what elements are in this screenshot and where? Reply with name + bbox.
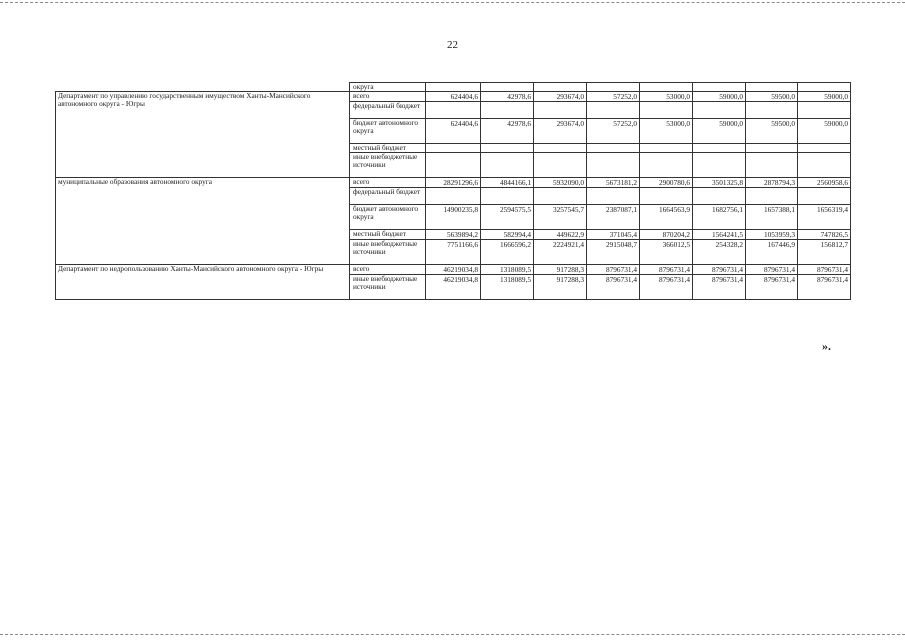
value-cell: 2878794,3 xyxy=(746,177,798,187)
value-cell: 59000,0 xyxy=(693,92,746,102)
value-cell xyxy=(534,101,587,118)
value-cell xyxy=(426,143,481,152)
value-cell: 8796731,4 xyxy=(693,274,746,299)
value-cell: 1564241,5 xyxy=(693,229,746,239)
value-cell: 8796731,4 xyxy=(693,264,746,274)
source-cell: всего xyxy=(350,264,426,274)
value-cell xyxy=(587,187,640,204)
value-cell: 59500,0 xyxy=(746,118,798,143)
department-name: муниципальные образования автономного округа xyxy=(56,177,350,264)
value-cell: 2594575,5 xyxy=(481,204,534,229)
department-name: Департамент по недропользованию Ханты-Мансийского автономного округа - Югры xyxy=(56,264,350,299)
value-cell: 2224921,4 xyxy=(534,239,587,264)
value-cell: 1666596,2 xyxy=(481,239,534,264)
value-cell: 4844166,1 xyxy=(481,177,534,187)
value-cell xyxy=(534,143,587,152)
value-cell xyxy=(693,143,746,152)
budget-table-body xyxy=(56,83,851,300)
value-cell: 366012,5 xyxy=(640,239,693,264)
value-cell: 57252,0 xyxy=(587,118,640,143)
value-cell xyxy=(746,101,798,118)
value-cell: 156812,7 xyxy=(798,239,851,264)
value-cell xyxy=(693,152,746,177)
value-cell xyxy=(640,152,693,177)
value-cell: 14900235,8 xyxy=(426,204,481,229)
value-cell: 624404,6 xyxy=(426,92,481,102)
value-cell xyxy=(746,83,798,92)
value-cell: 293674,0 xyxy=(534,118,587,143)
source-cell: округа xyxy=(350,83,426,92)
value-cell: 8796731,4 xyxy=(798,274,851,299)
value-cell: 1053959,3 xyxy=(746,229,798,239)
value-cell xyxy=(426,187,481,204)
value-cell: 59000,0 xyxy=(693,118,746,143)
value-cell xyxy=(587,83,640,92)
value-cell: 8796731,4 xyxy=(746,274,798,299)
value-cell xyxy=(534,187,587,204)
value-cell: 870204,2 xyxy=(640,229,693,239)
value-cell xyxy=(693,187,746,204)
value-cell: 8796731,4 xyxy=(640,274,693,299)
value-cell: 449622,9 xyxy=(534,229,587,239)
value-cell: 5639894,2 xyxy=(426,229,481,239)
value-cell xyxy=(693,101,746,118)
value-cell: 2560958,6 xyxy=(798,177,851,187)
source-cell: бюджет автономного округа xyxy=(350,118,426,143)
source-cell: бюджет автономного округа xyxy=(350,204,426,229)
value-cell xyxy=(640,187,693,204)
value-cell: 57252,0 xyxy=(587,92,640,102)
value-cell: 28291296,6 xyxy=(426,177,481,187)
scan-edge-top xyxy=(0,2,905,3)
value-cell: 371045,4 xyxy=(587,229,640,239)
value-cell: 8796731,4 xyxy=(798,264,851,274)
value-cell xyxy=(798,187,851,204)
value-cell: 3501325,8 xyxy=(693,177,746,187)
scan-edge-bottom xyxy=(0,634,905,635)
value-cell xyxy=(798,101,851,118)
value-cell xyxy=(640,101,693,118)
value-cell: 3257545,7 xyxy=(534,204,587,229)
closing-quote: ». xyxy=(822,339,831,353)
value-cell: 8796731,4 xyxy=(587,264,640,274)
source-cell: федеральный бюджет xyxy=(350,187,426,204)
value-cell: 917288,3 xyxy=(534,264,587,274)
department-name: Департамент по управлению государственным имуществом Ханты-Мансийского автономного округа - Югры xyxy=(56,92,350,178)
value-cell xyxy=(798,143,851,152)
source-cell: иные внебюджетные источники xyxy=(350,152,426,177)
value-cell: 2900780,6 xyxy=(640,177,693,187)
source-cell: местный бюджет xyxy=(350,229,426,239)
value-cell xyxy=(640,143,693,152)
value-cell: 167446,9 xyxy=(746,239,798,264)
value-cell: 42978,6 xyxy=(481,92,534,102)
value-cell: 1318089,5 xyxy=(481,274,534,299)
value-cell xyxy=(534,83,587,92)
source-cell: иные внебюджетные источники xyxy=(350,274,426,299)
value-cell: 46219034,8 xyxy=(426,264,481,274)
value-cell: 46219034,8 xyxy=(426,274,481,299)
value-cell: 1656319,4 xyxy=(798,204,851,229)
source-cell: местный бюджет xyxy=(350,143,426,152)
value-cell: 254328,2 xyxy=(693,239,746,264)
value-cell xyxy=(481,83,534,92)
value-cell: 8796731,4 xyxy=(746,264,798,274)
value-cell: 2915048,7 xyxy=(587,239,640,264)
value-cell: 917288,3 xyxy=(534,274,587,299)
value-cell: 582994,4 xyxy=(481,229,534,239)
value-cell: 747826,5 xyxy=(798,229,851,239)
value-cell xyxy=(587,101,640,118)
value-cell xyxy=(534,152,587,177)
value-cell: 59000,0 xyxy=(798,118,851,143)
source-cell: федеральный бюджет xyxy=(350,101,426,118)
source-cell: всего xyxy=(350,92,426,102)
value-cell: 2387087,1 xyxy=(587,204,640,229)
value-cell xyxy=(587,143,640,152)
value-cell: 59500,0 xyxy=(746,92,798,102)
table-row-continued xyxy=(56,83,851,92)
value-cell: 624404,6 xyxy=(426,118,481,143)
source-cell: иные внебюджетные источники xyxy=(350,239,426,264)
page-number: 22 xyxy=(447,39,458,51)
table-row xyxy=(56,264,851,274)
value-cell xyxy=(481,152,534,177)
value-cell: 53000,0 xyxy=(640,92,693,102)
value-cell xyxy=(426,101,481,118)
value-cell: 5673181,2 xyxy=(587,177,640,187)
value-cell xyxy=(746,143,798,152)
value-cell xyxy=(746,187,798,204)
value-cell xyxy=(693,83,746,92)
value-cell: 293674,0 xyxy=(534,92,587,102)
value-cell: 5932090,0 xyxy=(534,177,587,187)
value-cell: 7751166,6 xyxy=(426,239,481,264)
dept-cell-continued xyxy=(56,83,350,92)
value-cell: 1682756,1 xyxy=(693,204,746,229)
value-cell: 1657388,1 xyxy=(746,204,798,229)
value-cell: 59000,0 xyxy=(798,92,851,102)
value-cell xyxy=(640,83,693,92)
value-cell xyxy=(481,101,534,118)
value-cell xyxy=(481,143,534,152)
value-cell xyxy=(426,83,481,92)
value-cell: 42978,6 xyxy=(481,118,534,143)
value-cell xyxy=(798,152,851,177)
budget-table xyxy=(55,82,851,300)
table-row xyxy=(56,177,851,187)
value-cell xyxy=(746,152,798,177)
table-row xyxy=(56,92,851,102)
value-cell: 8796731,4 xyxy=(640,264,693,274)
value-cell: 1664563,9 xyxy=(640,204,693,229)
value-cell xyxy=(481,187,534,204)
source-cell: всего xyxy=(350,177,426,187)
value-cell xyxy=(798,83,851,92)
value-cell: 8796731,4 xyxy=(587,274,640,299)
value-cell xyxy=(426,152,481,177)
value-cell xyxy=(587,152,640,177)
value-cell: 53000,0 xyxy=(640,118,693,143)
value-cell: 1318089,5 xyxy=(481,264,534,274)
